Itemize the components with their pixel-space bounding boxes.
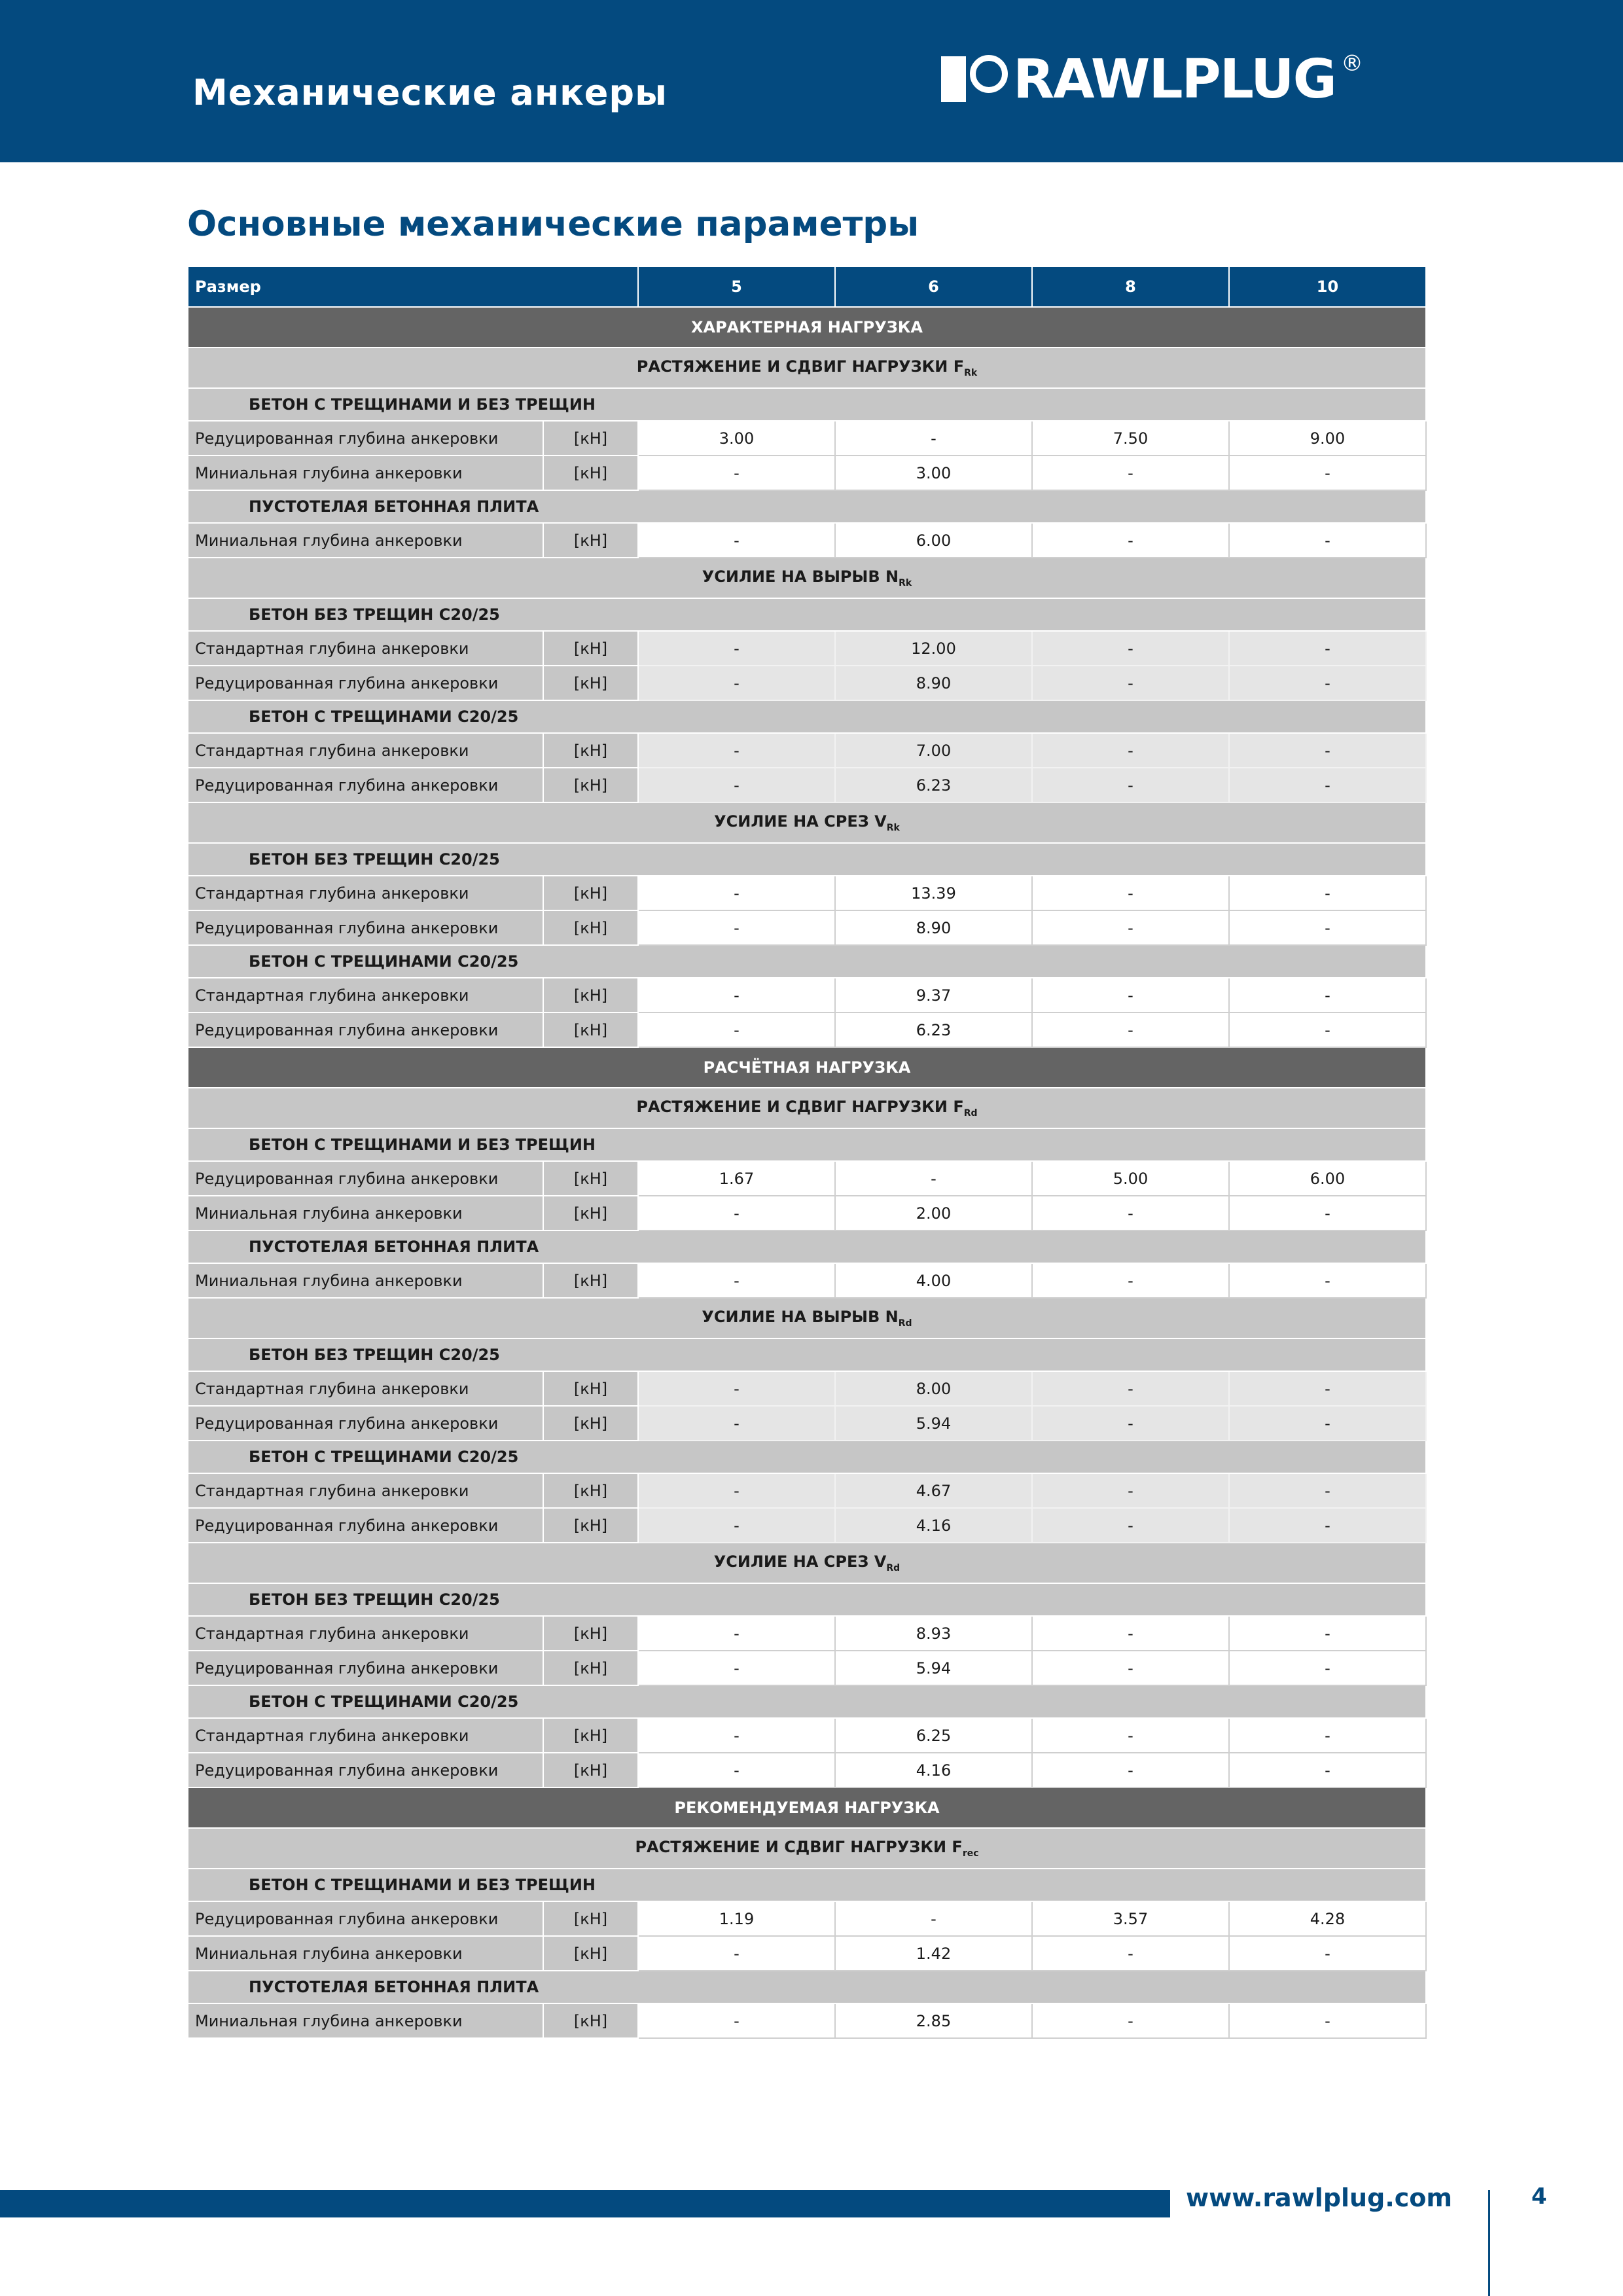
value-cell: 6.23 bbox=[835, 768, 1032, 802]
group-title: БЕТОН С ТРЕЩИНАМИ C20/25 bbox=[188, 700, 1426, 733]
value-cell: - bbox=[638, 2003, 835, 2038]
row-unit: [кН] bbox=[543, 1263, 638, 1298]
table-row bbox=[188, 768, 1426, 802]
subsection-title-text: УСИЛИЕ НА СРЕЗ V bbox=[713, 1552, 887, 1571]
group-title: БЕТОН БЕЗ ТРЕЩИН C20/25 bbox=[188, 843, 1426, 876]
subsection-title bbox=[188, 1298, 1426, 1338]
row-unit: [кН] bbox=[543, 978, 638, 1013]
value-cell: 9.00 bbox=[1229, 421, 1426, 456]
table-row bbox=[188, 631, 1426, 666]
value-cell: - bbox=[1032, 2003, 1229, 2038]
row-label: Редуцированная глубина анкеровки bbox=[188, 1013, 543, 1047]
table-row bbox=[188, 1196, 1426, 1230]
row-unit: [кН] bbox=[543, 631, 638, 666]
rawlplug-logo bbox=[941, 50, 1363, 109]
subsection-subscript: Rk bbox=[899, 577, 912, 588]
size-column-header: 5 bbox=[638, 266, 835, 307]
value-cell: 4.16 bbox=[835, 1753, 1032, 1787]
table-row bbox=[188, 1718, 1426, 1753]
table-row bbox=[188, 2003, 1426, 2038]
size-column-header: 8 bbox=[1032, 266, 1229, 307]
value-cell: - bbox=[1229, 456, 1426, 490]
row-label: Стандартная глубина анкеровки bbox=[188, 733, 543, 768]
value-cell: - bbox=[1032, 1936, 1229, 1971]
value-cell: - bbox=[835, 421, 1032, 456]
row-unit: [кН] bbox=[543, 1616, 638, 1651]
value-cell: - bbox=[1229, 523, 1426, 558]
row-label: Миниальная глубина анкеровки bbox=[188, 523, 543, 558]
table-row bbox=[188, 1406, 1426, 1441]
page-number: 4 bbox=[1531, 2183, 1547, 2210]
table-row bbox=[188, 1508, 1426, 1543]
value-cell: - bbox=[1229, 2003, 1426, 2038]
table-row bbox=[188, 1013, 1426, 1047]
group-header-row bbox=[188, 1441, 1426, 1473]
value-cell: - bbox=[1229, 1753, 1426, 1787]
group-title: ПУСТОТЕЛАЯ БЕТОННАЯ ПЛИТА bbox=[188, 1230, 1426, 1263]
row-unit: [кН] bbox=[543, 910, 638, 945]
row-label: Стандартная глубина анкеровки bbox=[188, 1616, 543, 1651]
row-unit: [кН] bbox=[543, 421, 638, 456]
value-cell: - bbox=[638, 1936, 835, 1971]
logo-registered-mark: ® bbox=[1340, 50, 1363, 77]
row-label: Стандартная глубина анкеровки bbox=[188, 1718, 543, 1753]
value-cell: - bbox=[1032, 1508, 1229, 1543]
value-cell: - bbox=[1032, 1371, 1229, 1406]
value-cell: 2.85 bbox=[835, 2003, 1032, 2038]
row-label: Редуцированная глубина анкеровки bbox=[188, 421, 543, 456]
value-cell: - bbox=[1032, 1196, 1229, 1230]
row-unit: [кН] bbox=[543, 1901, 638, 1936]
value-cell: - bbox=[1229, 1616, 1426, 1651]
row-label: Стандартная глубина анкеровки bbox=[188, 631, 543, 666]
value-cell: - bbox=[638, 1651, 835, 1685]
group-header-row bbox=[188, 700, 1426, 733]
value-cell: - bbox=[1229, 733, 1426, 768]
row-unit: [кН] bbox=[543, 1196, 638, 1230]
subsection-title bbox=[188, 1088, 1426, 1128]
subsection-header-row bbox=[188, 802, 1426, 843]
value-cell: - bbox=[1032, 631, 1229, 666]
table-row bbox=[188, 523, 1426, 558]
group-header-row bbox=[188, 598, 1426, 631]
group-title: БЕТОН БЕЗ ТРЕЩИН C20/25 bbox=[188, 598, 1426, 631]
subsection-subscript: Rd bbox=[886, 1562, 901, 1573]
value-cell: - bbox=[638, 1718, 835, 1753]
value-cell: - bbox=[638, 1013, 835, 1047]
value-cell: 7.00 bbox=[835, 733, 1032, 768]
logo-text: RAWLPLUG bbox=[1013, 48, 1336, 111]
table-row bbox=[188, 876, 1426, 910]
table-row bbox=[188, 978, 1426, 1013]
subsection-header-row bbox=[188, 1088, 1426, 1128]
value-cell: 4.28 bbox=[1229, 1901, 1426, 1936]
row-unit: [кН] bbox=[543, 666, 638, 700]
subsection-title-text: РАСТЯЖЕНИЕ И СДВИГ НАГРУЗКИ F bbox=[635, 1838, 963, 1857]
value-cell: 4.00 bbox=[835, 1263, 1032, 1298]
subsection-header-row bbox=[188, 348, 1426, 388]
value-cell: - bbox=[638, 910, 835, 945]
value-cell: - bbox=[1032, 1263, 1229, 1298]
section-header-row bbox=[188, 1047, 1426, 1088]
row-unit: [кН] bbox=[543, 1936, 638, 1971]
value-cell: - bbox=[1229, 1263, 1426, 1298]
group-header-row bbox=[188, 1128, 1426, 1161]
value-cell: 6.23 bbox=[835, 1013, 1032, 1047]
table-row bbox=[188, 1901, 1426, 1936]
subsection-title bbox=[188, 1543, 1426, 1583]
row-label: Редуцированная глубина анкеровки bbox=[188, 1161, 543, 1196]
value-cell: - bbox=[1032, 876, 1229, 910]
value-cell: 1.42 bbox=[835, 1936, 1032, 1971]
section-title: РЕКОМЕНДУЕМАЯ НАГРУЗКА bbox=[188, 1787, 1426, 1828]
group-header-row bbox=[188, 388, 1426, 421]
row-label: Миниальная глубина анкеровки bbox=[188, 1196, 543, 1230]
table-row bbox=[188, 1473, 1426, 1508]
value-cell: - bbox=[638, 1196, 835, 1230]
value-cell: 4.16 bbox=[835, 1508, 1032, 1543]
parameters-table-wrapper bbox=[187, 266, 1425, 2039]
value-cell: - bbox=[1229, 666, 1426, 700]
value-cell: - bbox=[638, 1263, 835, 1298]
row-unit: [кН] bbox=[543, 1406, 638, 1441]
value-cell: - bbox=[1032, 1718, 1229, 1753]
value-cell: 8.90 bbox=[835, 666, 1032, 700]
value-cell: - bbox=[1032, 666, 1229, 700]
group-header-row bbox=[188, 1230, 1426, 1263]
row-label: Стандартная глубина анкеровки bbox=[188, 1371, 543, 1406]
value-cell: - bbox=[638, 523, 835, 558]
value-cell: - bbox=[1229, 1936, 1426, 1971]
value-cell: - bbox=[1032, 768, 1229, 802]
section-header-row bbox=[188, 1787, 1426, 1828]
group-header-row bbox=[188, 1338, 1426, 1371]
row-unit: [кН] bbox=[543, 1753, 638, 1787]
group-header-row bbox=[188, 1971, 1426, 2003]
value-cell: - bbox=[1032, 1753, 1229, 1787]
group-title: БЕТОН БЕЗ ТРЕЩИН C20/25 bbox=[188, 1583, 1426, 1616]
subsection-title-text: УСИЛИЕ НА ВЫРЫВ N bbox=[702, 567, 899, 586]
value-cell: - bbox=[638, 1508, 835, 1543]
subsection-title-text: УСИЛИЕ НА ВЫРЫВ N bbox=[702, 1308, 899, 1327]
value-cell: 6.00 bbox=[835, 523, 1032, 558]
value-cell: - bbox=[1229, 1718, 1426, 1753]
group-title: БЕТОН БЕЗ ТРЕЩИН C20/25 bbox=[188, 1338, 1426, 1371]
row-unit: [кН] bbox=[543, 2003, 638, 2038]
subsection-title-text: УСИЛИЕ НА СРЕЗ V bbox=[714, 812, 887, 831]
value-cell: - bbox=[1229, 910, 1426, 945]
section-title: РАСЧЁТНАЯ НАГРУЗКА bbox=[188, 1047, 1426, 1088]
value-cell: 5.94 bbox=[835, 1406, 1032, 1441]
group-header-row bbox=[188, 1869, 1426, 1901]
value-cell: 3.00 bbox=[835, 456, 1032, 490]
value-cell: - bbox=[638, 1371, 835, 1406]
row-label: Редуцированная глубина анкеровки bbox=[188, 910, 543, 945]
value-cell: - bbox=[1032, 910, 1229, 945]
value-cell: - bbox=[1229, 1406, 1426, 1441]
row-unit: [кН] bbox=[543, 1651, 638, 1685]
row-unit: [кН] bbox=[543, 1013, 638, 1047]
subsection-header-row bbox=[188, 1828, 1426, 1869]
value-cell: - bbox=[1032, 1473, 1229, 1508]
table-row bbox=[188, 1161, 1426, 1196]
value-cell: - bbox=[1229, 1013, 1426, 1047]
value-cell: - bbox=[638, 733, 835, 768]
group-title: БЕТОН С ТРЕЩИНАМИ C20/25 bbox=[188, 1441, 1426, 1473]
value-cell: - bbox=[1032, 456, 1229, 490]
subsection-header-row bbox=[188, 1298, 1426, 1338]
table-row bbox=[188, 733, 1426, 768]
header-title: Механические анкеры bbox=[192, 72, 668, 113]
row-unit: [кН] bbox=[543, 456, 638, 490]
value-cell: 1.19 bbox=[638, 1901, 835, 1936]
value-cell: - bbox=[1032, 733, 1229, 768]
group-title: БЕТОН С ТРЕЩИНАМИ И БЕЗ ТРЕЩИН bbox=[188, 1128, 1426, 1161]
value-cell: - bbox=[835, 1161, 1032, 1196]
subsection-subscript: Rd bbox=[963, 1107, 978, 1119]
row-label: Миниальная глубина анкеровки bbox=[188, 2003, 543, 2038]
table-row bbox=[188, 666, 1426, 700]
value-cell: 1.67 bbox=[638, 1161, 835, 1196]
size-column-header: 10 bbox=[1229, 266, 1426, 307]
group-title: БЕТОН С ТРЕЩИНАМИ C20/25 bbox=[188, 945, 1426, 978]
value-cell: - bbox=[1229, 1473, 1426, 1508]
value-cell: 12.00 bbox=[835, 631, 1032, 666]
value-cell: - bbox=[638, 768, 835, 802]
size-column-header: 6 bbox=[835, 266, 1032, 307]
value-cell: - bbox=[638, 978, 835, 1013]
group-title: БЕТОН С ТРЕЩИНАМИ И БЕЗ ТРЕЩИН bbox=[188, 1869, 1426, 1901]
value-cell: - bbox=[1032, 1406, 1229, 1441]
value-cell: 6.00 bbox=[1229, 1161, 1426, 1196]
group-header-row bbox=[188, 490, 1426, 523]
row-unit: [кН] bbox=[543, 1718, 638, 1753]
group-title: ПУСТОТЕЛАЯ БЕТОННАЯ ПЛИТА bbox=[188, 490, 1426, 523]
row-label: Редуцированная глубина анкеровки bbox=[188, 1901, 543, 1936]
logo-bar-icon bbox=[941, 56, 966, 102]
footer-bar bbox=[0, 2190, 1170, 2217]
subsection-title bbox=[188, 1828, 1426, 1869]
table-row bbox=[188, 1263, 1426, 1298]
subsection-header-row bbox=[188, 558, 1426, 598]
group-header-row bbox=[188, 1583, 1426, 1616]
subsection-subscript: Rd bbox=[898, 1318, 912, 1329]
subsection-title bbox=[188, 802, 1426, 843]
size-label: Размер bbox=[188, 266, 638, 307]
value-cell: 8.00 bbox=[835, 1371, 1032, 1406]
value-cell: - bbox=[638, 1406, 835, 1441]
section-title: ХАРАКТЕРНАЯ НАГРУЗКА bbox=[188, 307, 1426, 348]
subsection-header-row bbox=[188, 1543, 1426, 1583]
value-cell: - bbox=[638, 456, 835, 490]
value-cell: 9.37 bbox=[835, 978, 1032, 1013]
row-unit: [кН] bbox=[543, 876, 638, 910]
row-label: Стандартная глубина анкеровки bbox=[188, 978, 543, 1013]
row-label: Редуцированная глубина анкеровки bbox=[188, 666, 543, 700]
row-label: Редуцированная глубина анкеровки bbox=[188, 1508, 543, 1543]
table-header-row bbox=[188, 266, 1426, 307]
value-cell: 6.25 bbox=[835, 1718, 1032, 1753]
value-cell: - bbox=[638, 1753, 835, 1787]
value-cell: - bbox=[1229, 1371, 1426, 1406]
group-title: БЕТОН С ТРЕЩИНАМИ C20/25 bbox=[188, 1685, 1426, 1718]
table-row bbox=[188, 910, 1426, 945]
group-header-row bbox=[188, 945, 1426, 978]
value-cell: - bbox=[1229, 1196, 1426, 1230]
subsection-subscript: Rk bbox=[964, 367, 978, 378]
row-label: Редуцированная глубина анкеровки bbox=[188, 1753, 543, 1787]
row-unit: [кН] bbox=[543, 1161, 638, 1196]
logo-circle-icon bbox=[970, 55, 1008, 93]
value-cell: - bbox=[1229, 978, 1426, 1013]
footer-url-link[interactable]: www.rawlplug.com bbox=[1186, 2183, 1452, 2212]
value-cell: - bbox=[835, 1901, 1032, 1936]
row-label: Редуцированная глубина анкеровки bbox=[188, 1651, 543, 1685]
value-cell: 3.00 bbox=[638, 421, 835, 456]
footer-divider bbox=[1488, 2190, 1490, 2296]
section-header-row bbox=[188, 307, 1426, 348]
value-cell: - bbox=[638, 666, 835, 700]
parameters-table bbox=[187, 266, 1427, 2039]
value-cell: - bbox=[638, 1616, 835, 1651]
value-cell: - bbox=[1229, 1651, 1426, 1685]
group-title: ПУСТОТЕЛАЯ БЕТОННАЯ ПЛИТА bbox=[188, 1971, 1426, 2003]
table-row bbox=[188, 421, 1426, 456]
row-unit: [кН] bbox=[543, 1473, 638, 1508]
table-row bbox=[188, 1371, 1426, 1406]
table-row bbox=[188, 1616, 1426, 1651]
row-unit: [кН] bbox=[543, 1371, 638, 1406]
group-header-row bbox=[188, 1685, 1426, 1718]
value-cell: - bbox=[638, 631, 835, 666]
value-cell: - bbox=[1229, 876, 1426, 910]
table-body bbox=[188, 307, 1426, 2038]
value-cell: - bbox=[638, 1473, 835, 1508]
value-cell: - bbox=[1032, 1651, 1229, 1685]
value-cell: 5.94 bbox=[835, 1651, 1032, 1685]
row-label: Миниальная глубина анкеровки bbox=[188, 1936, 543, 1971]
subsection-title bbox=[188, 558, 1426, 598]
value-cell: 2.00 bbox=[835, 1196, 1032, 1230]
row-label: Стандартная глубина анкеровки bbox=[188, 876, 543, 910]
subsection-title bbox=[188, 348, 1426, 388]
table-row bbox=[188, 1936, 1426, 1971]
subsection-subscript: Rk bbox=[886, 822, 900, 833]
row-unit: [кН] bbox=[543, 733, 638, 768]
value-cell: - bbox=[1032, 1013, 1229, 1047]
value-cell: - bbox=[1032, 523, 1229, 558]
group-title: БЕТОН С ТРЕЩИНАМИ И БЕЗ ТРЕЩИН bbox=[188, 388, 1426, 421]
value-cell: 8.93 bbox=[835, 1616, 1032, 1651]
value-cell: - bbox=[1229, 631, 1426, 666]
value-cell: 7.50 bbox=[1032, 421, 1229, 456]
value-cell: - bbox=[1032, 978, 1229, 1013]
value-cell: - bbox=[638, 876, 835, 910]
row-unit: [кН] bbox=[543, 1508, 638, 1543]
value-cell: 3.57 bbox=[1032, 1901, 1229, 1936]
subsection-title-text: РАСТЯЖЕНИЕ И СДВИГ НАГРУЗКИ F bbox=[636, 1098, 964, 1117]
group-header-row bbox=[188, 843, 1426, 876]
row-unit: [кН] bbox=[543, 768, 638, 802]
value-cell: - bbox=[1229, 1508, 1426, 1543]
value-cell: 4.67 bbox=[835, 1473, 1032, 1508]
table-row bbox=[188, 1651, 1426, 1685]
value-cell: 8.90 bbox=[835, 910, 1032, 945]
row-label: Редуцированная глубина анкеровки bbox=[188, 768, 543, 802]
row-label: Стандартная глубина анкеровки bbox=[188, 1473, 543, 1508]
table-row bbox=[188, 1753, 1426, 1787]
row-unit: [кН] bbox=[543, 523, 638, 558]
value-cell: 5.00 bbox=[1032, 1161, 1229, 1196]
value-cell: - bbox=[1229, 768, 1426, 802]
row-label: Редуцированная глубина анкеровки bbox=[188, 1406, 543, 1441]
value-cell: - bbox=[1032, 1616, 1229, 1651]
table-row bbox=[188, 456, 1426, 490]
row-label: Миниальная глубина анкеровки bbox=[188, 456, 543, 490]
subsection-subscript: rec bbox=[962, 1848, 979, 1859]
row-label: Миниальная глубина анкеровки bbox=[188, 1263, 543, 1298]
subsection-title-text: РАСТЯЖЕНИЕ И СДВИГ НАГРУЗКИ F bbox=[636, 357, 965, 376]
value-cell: 13.39 bbox=[835, 876, 1032, 910]
page-heading: Основные механические параметры bbox=[187, 204, 919, 244]
